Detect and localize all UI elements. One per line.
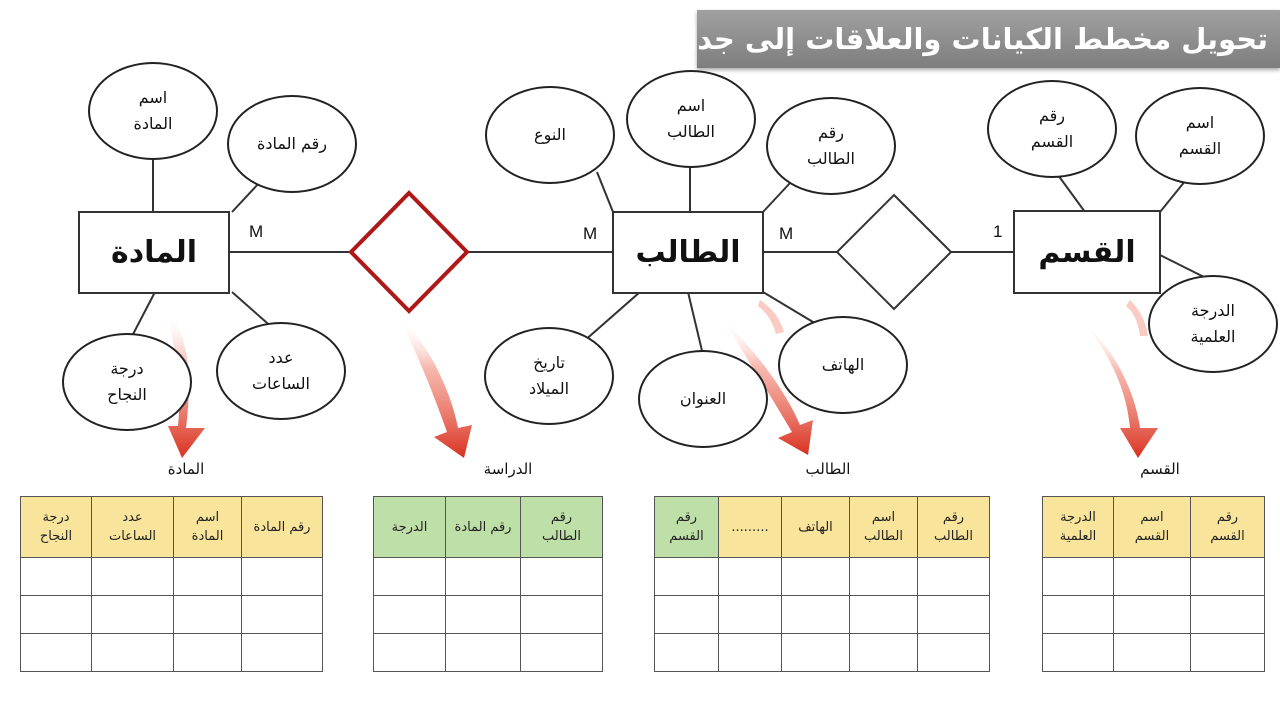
arrow-study-table bbox=[398, 318, 472, 458]
table-row bbox=[1043, 596, 1265, 634]
table-header-cell: ......... bbox=[719, 497, 782, 558]
table-row bbox=[21, 558, 323, 596]
attribute-department-number: رقم القسم bbox=[987, 80, 1117, 178]
table-header-cell: درجة النجاح bbox=[21, 497, 92, 558]
table-cell bbox=[1191, 596, 1265, 634]
line-department-number bbox=[1058, 175, 1085, 212]
table-cell bbox=[92, 596, 174, 634]
table-row bbox=[21, 634, 323, 672]
table-cell bbox=[242, 558, 323, 596]
slide-title: تحويل مخطط الكيانات والعلاقات إلى جداول bbox=[697, 10, 1280, 68]
table-cell bbox=[1114, 558, 1191, 596]
attribute-subject-number: رقم المادة bbox=[227, 95, 357, 193]
cardinality-student-right: M bbox=[779, 224, 794, 243]
table-cell bbox=[92, 634, 174, 672]
attribute-subject-name: اسم المادة bbox=[88, 62, 218, 160]
table-row bbox=[374, 596, 603, 634]
table-cell bbox=[1191, 634, 1265, 672]
table-header-cell: رقم القسم bbox=[1191, 497, 1265, 558]
attribute-credit-hours: عدد الساعات bbox=[216, 322, 346, 420]
table-department bbox=[1042, 496, 1265, 672]
table-cell bbox=[782, 596, 850, 634]
table-cell bbox=[782, 634, 850, 672]
table-header-cell: اسم الطالب bbox=[850, 497, 918, 558]
table-cell bbox=[174, 634, 242, 672]
table-header-cell: رقم القسم bbox=[655, 497, 719, 558]
table-cell bbox=[374, 634, 446, 672]
table-cell bbox=[918, 596, 990, 634]
table-row bbox=[1043, 634, 1265, 672]
attribute-student-number: رقم الطالب bbox=[766, 97, 896, 195]
attribute-phone: الهاتف bbox=[778, 316, 908, 414]
attribute-department-name: اسم القسم bbox=[1135, 87, 1265, 185]
table-subject bbox=[20, 496, 323, 672]
table-cell bbox=[446, 558, 521, 596]
table-header-cell: الدرجة bbox=[374, 497, 446, 558]
table-cell bbox=[655, 634, 719, 672]
table-header-row bbox=[655, 497, 990, 558]
table-cell bbox=[446, 634, 521, 672]
table-header-cell: اسم القسم bbox=[1114, 497, 1191, 558]
table-label-study: الدراسة bbox=[483, 460, 533, 478]
table-cell bbox=[1191, 558, 1265, 596]
table-cell bbox=[21, 634, 92, 672]
table-label-subject: المادة bbox=[167, 460, 205, 478]
table-cell bbox=[242, 596, 323, 634]
attribute-address: العنوان bbox=[638, 350, 768, 448]
table-cell bbox=[21, 558, 92, 596]
arrow-department-table bbox=[1080, 322, 1158, 458]
table-cell bbox=[21, 596, 92, 634]
table-row bbox=[1043, 558, 1265, 596]
table-cell bbox=[1043, 558, 1114, 596]
table-row bbox=[374, 558, 603, 596]
table-cell bbox=[1043, 634, 1114, 672]
table-cell bbox=[850, 596, 918, 634]
table-cell bbox=[374, 596, 446, 634]
table-cell bbox=[918, 634, 990, 672]
table-cell bbox=[1114, 596, 1191, 634]
table-row bbox=[655, 558, 990, 596]
relationship-diamond-study bbox=[351, 193, 467, 311]
line-subject-number bbox=[232, 182, 260, 212]
attribute-birth-date: تاريخ الميلاد bbox=[484, 327, 614, 425]
table-cell bbox=[850, 558, 918, 596]
table-cell bbox=[918, 558, 990, 596]
attribute-passing-grade: درجة النجاح bbox=[62, 333, 192, 431]
table-header-cell: رقم الطالب bbox=[521, 497, 603, 558]
table-row bbox=[374, 634, 603, 672]
attribute-student-name: اسم الطالب bbox=[626, 70, 756, 168]
attribute-gender: النوع bbox=[485, 86, 615, 184]
table-header-row bbox=[374, 497, 603, 558]
table-cell bbox=[174, 558, 242, 596]
entity-department: القسم bbox=[1013, 210, 1161, 294]
table-row bbox=[655, 596, 990, 634]
table-cell bbox=[850, 634, 918, 672]
table-row bbox=[655, 634, 990, 672]
table-cell bbox=[374, 558, 446, 596]
table-label-department: القسم bbox=[1140, 460, 1180, 478]
table-cell bbox=[719, 596, 782, 634]
table-study bbox=[373, 496, 603, 672]
table-cell bbox=[521, 558, 603, 596]
cardinality-student-left: M bbox=[583, 224, 598, 243]
cardinality-department: 1 bbox=[993, 222, 1003, 241]
line-gender bbox=[597, 172, 613, 212]
attribute-academic-degree: الدرجة العلمية bbox=[1148, 275, 1278, 373]
table-row bbox=[21, 596, 323, 634]
line-student-number bbox=[763, 183, 790, 212]
table-cell bbox=[782, 558, 850, 596]
table-cell bbox=[655, 558, 719, 596]
table-cell bbox=[521, 596, 603, 634]
relationship-diamond-belongs bbox=[837, 195, 951, 309]
table-header-cell: رقم الطالب bbox=[918, 497, 990, 558]
entity-student: الطالب bbox=[612, 211, 764, 294]
table-header-cell: الهاتف bbox=[782, 497, 850, 558]
table-cell bbox=[655, 596, 719, 634]
line-birth-date bbox=[583, 292, 640, 342]
table-cell bbox=[446, 596, 521, 634]
table-header-cell: رقم المادة bbox=[242, 497, 323, 558]
table-header-cell: عدد الساعات bbox=[92, 497, 174, 558]
table-cell bbox=[174, 596, 242, 634]
table-cell bbox=[242, 634, 323, 672]
table-student bbox=[654, 496, 990, 672]
cardinality-subject: M bbox=[249, 222, 264, 241]
table-header-cell: اسم المادة bbox=[174, 497, 242, 558]
entity-subject: المادة bbox=[78, 211, 230, 294]
table-cell bbox=[719, 558, 782, 596]
table-cell bbox=[719, 634, 782, 672]
table-cell bbox=[92, 558, 174, 596]
table-header-cell: رقم المادة bbox=[446, 497, 521, 558]
table-header-row bbox=[1043, 497, 1265, 558]
table-cell bbox=[521, 634, 603, 672]
table-header-row bbox=[21, 497, 323, 558]
table-header-cell: الدرجة العلمية bbox=[1043, 497, 1114, 558]
table-cell bbox=[1043, 596, 1114, 634]
table-cell bbox=[1114, 634, 1191, 672]
line-address bbox=[688, 292, 703, 355]
table-label-student: الطالب bbox=[805, 460, 851, 478]
